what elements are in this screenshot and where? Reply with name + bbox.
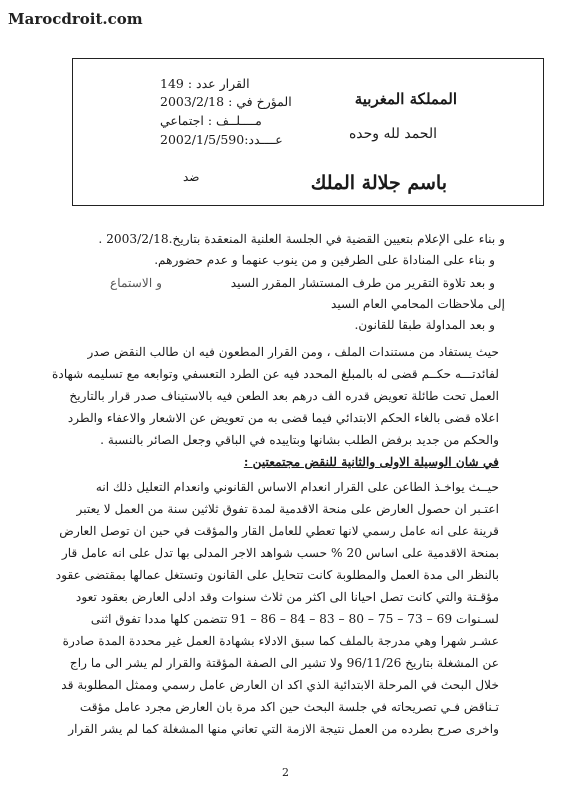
text-line: عن المشغلة بتاريخ 96/11/26 ولا تشير الى الصفة المؤقتة والقرار لم يشر الى ما راج [69,656,499,670]
text-line: مؤقـتة والتي كانت تصل احيانا الى اكثر من ثلاث سنوات وقد ادلى العارض بعقود تعود [75,590,499,604]
text-line: تـناقض فـي تصريحاته في جلسة البحث حين اكد مرة بان العارض مجرد عامل مؤقت [79,700,499,714]
text-line: والحكم من جديد برفض الطلب بشانها وبتاييده في الباقي وجعل الصائر بالنسبة . [100,433,499,447]
header-box [72,58,544,206]
file-number: عــــدد:2002/1/5/590 [160,132,283,147]
in-name-of-king: باسم جلالة الملك [310,172,447,194]
text-line: بمنحة الاقدمية على اساس 20 % حسب شواهد الاجر المدلى بها تدل على انه عامل قار [61,546,499,560]
kingdom-title: المملكة المغربية [354,90,457,108]
text-line: العمل تحت طائلة تعويض قدره الف درهم بعد الطعن فيه بالاستيناف صدر قرار بالتاريخ [69,389,499,403]
text-line: لفائدتـــه حكــم قضى له بالمبلغ المحدد فيه عن الطرد التعسفي وتوابعه مع تسليمه شهادة [52,367,499,381]
section-title: في شان الوسيلة الاولى والثانية للنقض مجتمعتين : [243,455,499,469]
site-logo: Marocdroit.com [8,10,143,28]
text-line: واخرى صرح بطرده من العمل نتيجة الازمة التي تعاني منها المشغلة كما لم يشر القرار [68,722,499,736]
praise-line: الحمد لله وحده [348,126,437,142]
para-deliberation: و بعد المداولة طبقا للقانون. [354,318,495,332]
para-report-reading: و بعد تلاوة التقرير من طرف المستشار المقرر السيد [230,276,495,290]
text-line: عشـر شهرا وهي مدرجة بالملف كما سبق الادلاء بشهادة العمل غير محددة المدة صادرة [62,634,499,648]
text-line: اعتـبر ان حصول العارض على منحة الاقدمية لمدة تفوق ثلاثين سنة من العمل لا يعتبر [76,502,499,516]
decision-date: المؤرخ في : 2003/2/18 [160,94,292,109]
file-type: مــــلــف : اجتماعي [160,113,262,128]
text-line: حيــث يواخـذ الطاعن على القرار انعدام الاساس القانوني وانعدام التعليل ذلك انه [95,480,499,494]
page-number: 2 [282,766,289,779]
para-listening: و الاستماع [110,276,163,290]
text-line: بالنظر الى مدة العمل والمطلوبة كانت تتحايل على القانون وتستغل عمالها بمقتضى عقود [55,568,499,582]
text-line: حيث يستفاد من مستندات الملف ، ومن القرار المطعون فيه ان طالب النقض صدر [87,345,499,359]
decision-number: القرار عدد : 149 [160,76,250,91]
text-line: قرينة على انه عامل رسمي لانها تعطي للعامل القار والمؤقت في حين ان توصل العارض [59,524,499,538]
para-calling-parties: و بناء على المناداة على الطرفين و من ينوب عنهما و عدم حضورهم. [154,253,495,267]
text-line: اعلاه قضى بالغاء الحكم الابتدائي فيما قضى به من تعويض عن الاشعار والاعفاء والطرد [67,411,499,425]
text-line: خلال البحث في المرحلة الابتدائية الذي اكد ان العارض عامل رسمي وممثل المطلوبة قد [61,678,499,692]
para-advocate-general: إلى ملاحظات المحامي العام السيد [331,297,505,311]
text-line: لسـنوات 69 – 73 – 75 – 80 – 83 – 84 – 86 – 91 تتضمن كلها مددا تفوق اثنى [90,612,499,626]
against-label: ضد [183,170,200,184]
para-hearing-notice: و بناء على الإعلام بتعيين القضية في الجلسة العلنية المنعقدة بتاريخ.2003/2/18 . [98,232,505,246]
